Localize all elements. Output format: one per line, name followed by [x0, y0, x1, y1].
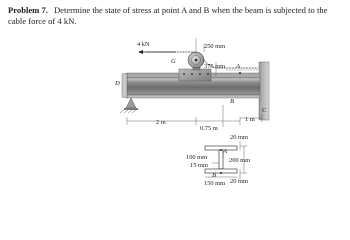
label-d: D — [115, 80, 120, 87]
dim-bottom — [127, 105, 262, 127]
problem-statement: Determine the state of stress at point A and B when the beam is subjected to the cable force of 4 kN. — [8, 5, 328, 26]
problem-number: Problem 7. — [8, 5, 48, 15]
label-g: G — [171, 58, 176, 65]
dim-375-label: 375 mm — [204, 63, 226, 70]
section-d20-bot: 20 mm — [230, 178, 248, 185]
dim-250-label: 250 mm — [204, 43, 226, 50]
dim-075m-label: 0.75 m — [200, 125, 218, 132]
section-d150: 150 mm — [204, 180, 226, 185]
section-label-b: B — [212, 172, 217, 179]
label-b: B — [230, 98, 235, 105]
dim-1m-label: 1 m — [245, 116, 255, 123]
label-c: C — [262, 107, 267, 114]
point-a-marker — [239, 72, 241, 74]
force-label: 4 kN — [137, 41, 150, 48]
pin-support-d — [120, 98, 138, 113]
pulley-wheel — [188, 52, 204, 68]
section-d100: 100 mm — [186, 154, 208, 161]
force-arrow — [138, 50, 176, 54]
dim-2m-label: 2 m — [156, 119, 166, 126]
section-d20-top: 20 mm — [230, 134, 248, 141]
section-label-a: A — [223, 148, 228, 155]
section-d15: 15 mm — [190, 162, 208, 169]
label-a: A — [236, 63, 241, 70]
section-d200: 200 mm — [229, 157, 251, 164]
